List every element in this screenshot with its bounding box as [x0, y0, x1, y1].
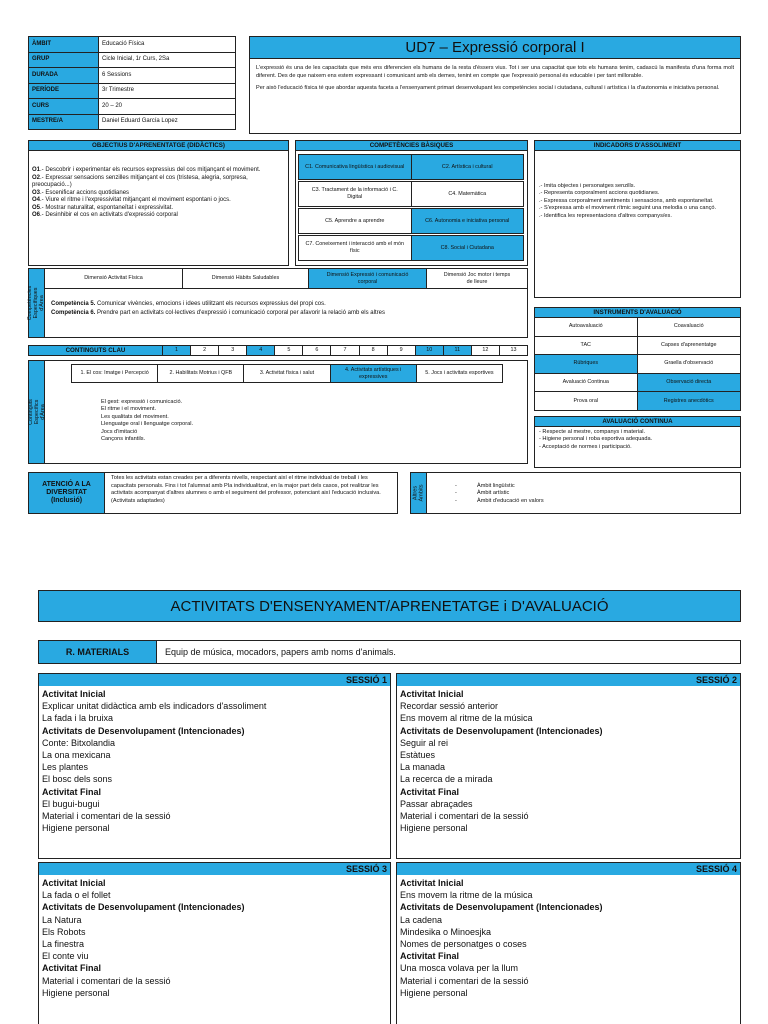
session-activity: Ens movem la ritme de la música: [400, 890, 533, 901]
session-activity: Conte: Bitxolandia: [42, 737, 116, 748]
objective-item: [32, 197, 285, 205]
objective-item: [32, 212, 285, 220]
instruments-header: INSTRUMENTS D'AVALUACIÓ: [535, 308, 740, 318]
indicator-item: .- Identifica les representacions d'altres companys/es.: [539, 212, 672, 219]
objective-code: O5: [32, 204, 41, 211]
objective-text: .- Descobrir i experimentar els recursos expressius del cos mitjançant el moviment.: [40, 167, 261, 173]
info-row: [29, 52, 236, 68]
continuous-eval-list: [535, 427, 740, 451]
contents-header: CONTINGUTS CLAU: [29, 346, 163, 355]
session-activity: Material i comentari de la sessió: [42, 811, 171, 822]
session-activity: Material i comentari de la sessió: [400, 811, 529, 822]
session-activity: Material i comentari de la sessió: [400, 975, 529, 986]
info-row: [29, 68, 236, 84]
area-competencies-side: [29, 269, 45, 337]
instrument-cell: Avaluació Continua: [535, 374, 638, 393]
info-label: DURADA: [29, 68, 99, 84]
bullet-dash-icon: -: [455, 490, 457, 497]
objectives-box: [28, 140, 289, 266]
content-item: El ritme i el moviment.: [101, 406, 157, 413]
session-section-heading: Activitats de Desenvolupament (Intencionades): [400, 902, 603, 913]
session-activity: La finestra: [42, 939, 85, 950]
session-activity: El conte viu: [42, 951, 89, 962]
session-activity: Estàtues: [400, 750, 436, 761]
competence-6-label: Competència 6.: [51, 309, 96, 316]
area-competencies-side-label: Competències Específiques d'Àrea: [27, 285, 46, 321]
other-area-text: Àmbit lingüístic: [477, 483, 515, 489]
diversity-box: [28, 472, 398, 514]
session-section-heading: Activitat Inicial: [400, 689, 464, 699]
continuous-eval-header: AVALUACIÓ CONTINUA: [535, 417, 740, 427]
unit-description-2: Per això l'educació física té que abordar aquesta faceta a l'ensenyament primari desenvolupant les competències social i ciutadana, cultural i artística i la d'autonomia e iniciativa personal.: [256, 85, 720, 92]
info-label: MESTRE/A: [29, 114, 99, 130]
contents-key-row: [28, 345, 528, 356]
indicators-box: [534, 140, 741, 298]
competency-cell: C6. Autonomia e iniciativa personal: [411, 208, 525, 234]
dimension-cell: Dimensió Expressió i comunicació corporal: [309, 269, 427, 288]
objective-code: O3: [32, 189, 41, 196]
unit-description-1: L'expressió és una de les capacitats que més ens diferencien els humans de la resta d'éssers vius. Tot i ser una capacitat que tots els humans tenim, cadascú la manifesta d'una forma molt diferent. Des de que naixem ens estem expressant i comunicant amb els demes, tenint en compte que l'expressió personal és educable i per tant millorable.: [256, 65, 734, 79]
session-activity: Ens movem al ritme de la música: [400, 713, 533, 724]
session-activity: La ona mexicana: [42, 750, 111, 761]
session-activity: El bosc dels sons: [42, 774, 113, 785]
session-activity: Explicar unitat didàctica amb els indicadors d'assoliment: [42, 701, 267, 712]
contents-side-label: Continguts Específics d'Àrea: [27, 399, 46, 425]
session-activity: Els Robots: [42, 926, 86, 937]
instrument-cell: Registres anecdòtics: [638, 392, 741, 411]
content-key-number: 9: [388, 346, 416, 355]
session-box: [396, 862, 741, 1024]
session-activity: Nomes de personatges o coses: [400, 939, 527, 950]
competence-5-text: Comunicar vivències, emocions i idees utilitzant els recursos expressius del propi cos.: [95, 301, 326, 307]
content-block: 3. Activitat física i salut: [243, 364, 330, 383]
instrument-cell: Autoavaluació: [535, 318, 638, 337]
dimension-cell: Dimensió Activitat Física: [45, 269, 183, 288]
session-box: [396, 673, 741, 859]
info-value: 6 Sessions: [99, 68, 236, 84]
session-activity: Higiene personal: [400, 987, 468, 998]
content-key-number: 13: [500, 346, 527, 355]
diversity-label: ATENCIÓ A LA DIVERSITAT (Inclusió): [29, 473, 105, 513]
competence-5: [51, 301, 521, 309]
competency-cell: C3. Tractament de la informació i C. Digital: [298, 181, 412, 207]
other-area-item: [455, 498, 544, 505]
other-areas-list: [455, 483, 544, 505]
contents-side: [29, 361, 45, 463]
session-activity: Material i comentari de la sessió: [42, 975, 171, 986]
objectives-header: OBJECTIUS D'APRENENTATGE (DIDÀCTICS): [29, 141, 288, 151]
content-key-number: 7: [331, 346, 359, 355]
bullet-dash-icon: -: [455, 497, 457, 504]
objective-item: [32, 167, 285, 175]
session-section-heading: Activitat Final: [42, 963, 102, 974]
info-row: [29, 99, 236, 115]
content-item: Llenguatge oral i llenguatge corporal.: [101, 421, 194, 428]
objective-text: .- Escenificar accions quotidianes: [40, 189, 130, 196]
continuous-eval-item: - Acceptació de normes i participació.: [539, 443, 632, 450]
competency-cell: C8. Social i Ciutadana: [411, 235, 525, 261]
objective-text: .- Viure el ritme i l'expressivitat mitjançant el moviment espontani o jocs.: [40, 197, 231, 203]
area-competencies-box: [28, 268, 528, 338]
session-activity: La cadena: [400, 914, 443, 925]
materials-row: [38, 640, 741, 664]
competence-5-label: Competència 5.: [51, 301, 96, 307]
objectives-list: [29, 151, 288, 220]
materials-text: Equip de música, mocadors, papers amb noms d'animals.: [165, 647, 396, 657]
indicator-item: .- Imita objectes i personatges senzills.: [539, 183, 636, 189]
continuous-eval-item: - Higiene personal i roba esportiva adequada.: [539, 436, 653, 443]
activities-title: ACTIVITATS D'ENSENYAMENT/APRENETATGE i D'AVALUACIÓ: [38, 590, 741, 622]
objective-item: [32, 190, 285, 198]
competencies-grid: [296, 151, 527, 264]
bullet-dash-icon: -: [455, 483, 457, 489]
info-value: 3r Trimestre: [99, 83, 236, 99]
session-body: [397, 875, 740, 999]
info-label: PERÍODE: [29, 83, 99, 99]
content-block: 2. Habilitats Motrius i QFB: [157, 364, 244, 383]
instrument-cell: Graella d'observació: [638, 355, 741, 374]
session-title: SESSIÓ 1: [39, 674, 390, 686]
session-section-heading: Activitats de Desenvolupament (Intencionades): [42, 725, 245, 736]
materials-label: R. MATERIALS: [39, 641, 157, 663]
instrument-cell: Coavaluació: [638, 318, 741, 337]
competency-cell: C5. Aprendre a aprendre: [298, 208, 412, 234]
competency-cell: C1. Comunicativa lingüística i audiovisual: [298, 154, 412, 180]
content-key-number: 12: [472, 346, 500, 355]
competency-cell: C4. Matemàtica: [411, 181, 525, 207]
unit-title: UD7 – Expressió corporal I: [250, 37, 740, 59]
session-activity: El bugui-bugui: [42, 798, 100, 809]
session-section-heading: Activitats de Desenvolupament (Intencionades): [42, 902, 245, 913]
objective-code: O4: [32, 197, 41, 203]
info-label: ÀMBIT: [29, 37, 99, 53]
objective-item: [32, 205, 285, 213]
content-block: 4. Activitats artístiques i expressives: [330, 364, 417, 383]
session-activity: Recordar sessió anterior: [400, 701, 499, 712]
contents-list: [101, 399, 193, 443]
instruments-box: [534, 307, 741, 411]
objective-item: [32, 175, 285, 190]
session-section-heading: Activitat Inicial: [42, 878, 106, 888]
info-row: [29, 37, 236, 53]
continuous-eval-box: [534, 416, 741, 468]
indicators-list: [535, 151, 740, 220]
info-value: Daniel Eduard García Lopez: [99, 114, 236, 130]
session-activity: Seguir al rei: [400, 737, 449, 748]
session-title: SESSIÓ 3: [39, 863, 390, 875]
dimension-cell: Dimensió Hàbits Saludables: [183, 269, 309, 288]
session-box: [38, 862, 391, 1024]
session-activity: Una mosca volava per la llum: [400, 963, 519, 974]
competence-6-text: Prendre part en activitats col·lectives d'expressió i comunicació corporal per afavorir la relació amb els altres: [95, 309, 385, 316]
session-activity: Les plantes: [42, 762, 89, 773]
info-row: [29, 114, 236, 130]
content-key-number: 11: [444, 346, 472, 355]
session-section-heading: Activitat Final: [400, 951, 460, 962]
instrument-cell: Capses d'aprenentatge: [638, 337, 741, 356]
session-activity: Mindesika o Minoesjka: [400, 926, 492, 937]
session-activity: La fada i la bruixa: [42, 713, 114, 724]
unit-box: [249, 36, 741, 134]
session-body: [39, 686, 390, 834]
content-block: 1. El cos: Imatge i Percepció: [71, 364, 158, 383]
session-box: [38, 673, 391, 859]
info-label: CURS: [29, 99, 99, 115]
content-key-number: 8: [360, 346, 388, 355]
content-key-number: 6: [303, 346, 331, 355]
indicator-item: .- Representa corporalment accions quotidianes.: [539, 190, 660, 197]
session-activity: Higiene personal: [42, 987, 110, 998]
dimensions-row: [45, 269, 527, 289]
indicator-item: .- Expressa corporalment sentiments i sensacions, amb espontaneïtat.: [539, 197, 714, 204]
content-key-number: 5: [275, 346, 303, 355]
session-body: [397, 686, 740, 834]
objective-code: O6: [32, 212, 41, 218]
info-label: GRUP: [29, 52, 99, 68]
other-area-text: Àmbit artístic: [477, 490, 510, 497]
instruments-grid: [535, 318, 740, 411]
competency-cell: C7. Coneixement i interacció amb el món físic: [298, 235, 412, 261]
other-area-text: Àmbit d'educació en valors: [477, 497, 544, 504]
competence-6: [51, 310, 521, 318]
session-section-heading: Activitat Inicial: [42, 689, 106, 699]
objective-code: O1: [32, 167, 41, 173]
other-areas-label: Altres Àmbits: [412, 484, 425, 502]
session-title: SESSIÓ 4: [397, 863, 740, 875]
objective-text: .- Desinhibir el cos en activitats d'expressió corporal: [40, 212, 178, 218]
session-section-heading: Activitat Final: [400, 786, 460, 797]
content-key-number: 4: [247, 346, 275, 355]
session-activity: La fada o el follet: [42, 890, 111, 901]
info-value: 20 – 20: [99, 99, 236, 115]
other-area-item: [455, 490, 544, 497]
content-item: Jocs d'imitació: [101, 428, 138, 435]
content-key-number: 2: [191, 346, 219, 355]
info-value: Cicle Inicial, 1r Curs, 2Sa: [99, 52, 236, 68]
session-activity: Higiene personal: [42, 823, 110, 834]
content-blocks-row: [71, 364, 503, 383]
instrument-cell: Prova oral: [535, 392, 638, 411]
content-block: 5. Jocs i activitats esportives: [416, 364, 503, 383]
session-activity: Passar abraçades: [400, 798, 473, 809]
content-key-number: 1: [163, 346, 191, 355]
instrument-cell: Observació directa: [638, 374, 741, 393]
content-key-number: 3: [219, 346, 247, 355]
competency-cell: C2. Artística i cultural: [411, 154, 525, 180]
instrument-cell: TAC: [535, 337, 638, 356]
other-areas-side: [411, 473, 427, 513]
info-value: Educació Física: [99, 37, 236, 53]
objective-text: .- Expressar sensacions senzilles mitjançant el cos (tristesa, alegria, sorpresa, preocupació...): [32, 174, 248, 188]
diversity-text: Totes les activitats estan creades per a diferents nivells, respectant així el ritme individual de treball i les capacitats personals. Fins i tot l'alumnat amb PIa individualitzat, en la major part dels casos, pot realitzar les activitats acompanyat d'altres alumnes o amb el seguiment del professor, potenciant així l'educació inclusiva. (Activitats adaptades): [111, 475, 381, 504]
session-section-heading: Activitat Final: [42, 786, 102, 797]
indicator-item: .- S'expressa amb el moviment rítmic seguint una melodia o una cançó.: [539, 205, 717, 212]
contents-box: [28, 360, 528, 464]
objective-code: O2: [32, 174, 41, 181]
continuous-eval-item: - Respecte al mestre, companys i material.: [539, 429, 646, 435]
competencies-header: COMPETÈNCIES BÀSIQUES: [296, 141, 527, 151]
info-row: [29, 83, 236, 99]
info-table: [28, 36, 236, 130]
session-activity: La recerca de a mirada: [400, 774, 493, 785]
session-activity: Higiene personal: [400, 823, 468, 834]
dimension-cell: Dimensió Joc motor i temps de lleure: [427, 269, 527, 288]
session-section-heading: Activitats de Desenvolupament (Intencionades): [400, 725, 603, 736]
session-activity: La manada: [400, 762, 446, 773]
session-body: [39, 875, 390, 999]
indicators-header: INDICADORS D'ASSOLIMENT: [535, 141, 740, 151]
session-title: SESSIÓ 2: [397, 674, 740, 686]
content-item: Cançons infantils.: [101, 436, 146, 443]
session-section-heading: Activitat Inicial: [400, 878, 464, 888]
content-key-number: 10: [416, 346, 444, 355]
content-item: El gest: expressió i comunicació.: [101, 399, 183, 405]
objective-text: .- Mostrar naturalitat, espontaneïtat i expressivitat.: [40, 204, 174, 211]
other-areas-box: [410, 472, 741, 514]
instrument-cell: Rúbriques: [535, 355, 638, 374]
content-item: Les qualitats del moviment.: [101, 413, 169, 420]
session-activity: La Natura: [42, 914, 82, 925]
competencies-box: [295, 140, 528, 266]
